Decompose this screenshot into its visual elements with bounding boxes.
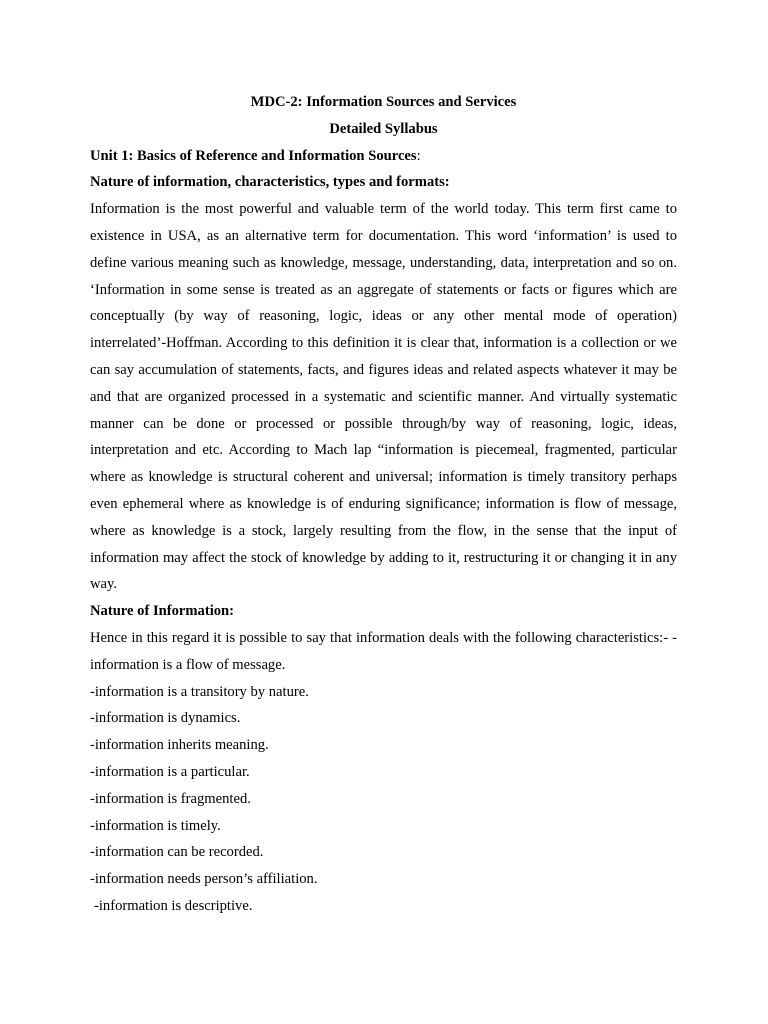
- list-item: -information needs person’s affiliation.: [90, 871, 318, 888]
- list-item: -information is fragmented.: [90, 790, 251, 807]
- document-page: [90, 89, 677, 920]
- list-item: -information is descriptive.: [94, 897, 253, 914]
- unit-heading-line: [90, 143, 677, 170]
- paragraph-information-definition: Information is the most powerful and valuable term of the world today. This term first came to existence in USA, as an alternative term for documentation. This word ‘information’ is used to define various meaning such as knowledge, message, understanding, data, interpretation and so on. ‘Information in some sense is treated as an aggregate of statements or facts or figures which are conceptually (by way of reasoning, logic, ideas or any other mental mode of operation) interrelated’-Hoffman. According to this definition it is clear that, information is a collection or we can say accumulation of statements, facts, and figures ideas and related aspects whatever it may be and that are organized processed in a systematic and scientific manner. And virtually systematic manner can be done or processed or possible through/by way of reasoning, logic, ideas, interpretation and etc. According to Mach lap “information is piecemeal, fragmented, particular where as knowledge is structural coherent and universal; information is timely transitory perhaps even ephemeral where as knowledge is of enduring significance; information is flow of message, where as knowledge is a stock, largely resulting from the flow, in the sense that the input of information may affect the stock of knowledge by adding to it, restructuring it or changing it in any way.: [90, 201, 677, 593]
- document-title: MDC-2: Information Sources and Services: [250, 94, 517, 110]
- list-item: -information is timely.: [90, 817, 221, 834]
- unit-heading: Unit 1: Basics of Reference and Information Sources: [90, 147, 417, 164]
- nature-heading: Nature of Information:: [90, 603, 235, 620]
- section-heading: Nature of information, characteristics, types and formats:: [90, 174, 450, 191]
- list-item: -information is dynamics.: [90, 710, 241, 727]
- list-item: -information can be recorded.: [90, 844, 264, 861]
- list-item: -information is a particular.: [90, 763, 250, 780]
- list-item: -information inherits meaning.: [90, 737, 269, 754]
- document-subtitle: Detailed Syllabus: [329, 120, 438, 137]
- paragraph-characteristics: Hence in this regard it is possible to say that information deals with the following characteristics:- -information is a flow of message.: [90, 629, 677, 673]
- unit-heading-colon: :: [416, 147, 421, 164]
- list-item: -information is a transitory by nature.: [90, 683, 309, 700]
